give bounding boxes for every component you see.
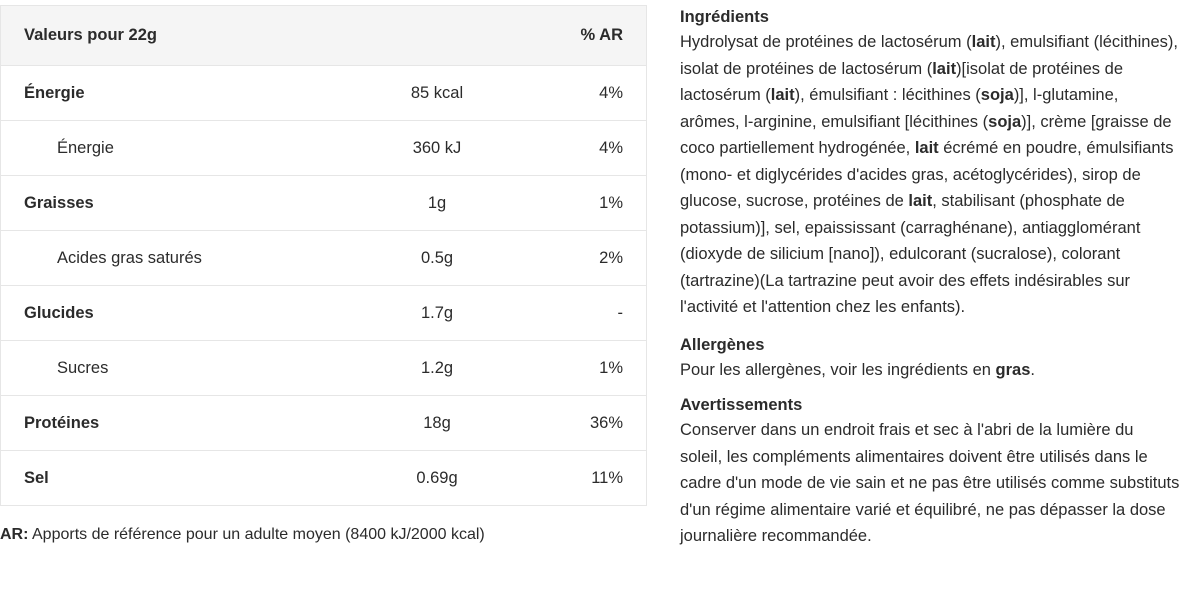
nutrient-name: Acides gras saturés [1, 231, 358, 286]
allergen-highlight: lait [971, 33, 996, 51]
table-row [1, 66, 647, 121]
header-value [357, 6, 517, 66]
header-serving: Valeurs pour 22g [1, 6, 358, 66]
table-row [1, 396, 647, 451]
text-segment: Hydrolysat de protéines de lactosérum ( [680, 33, 972, 51]
nutrient-value: 1.2g [357, 341, 517, 396]
nutrient-value: 18g [357, 396, 517, 451]
text-segment: )[isolat de protéines de lactosérum ( [680, 59, 1123, 104]
text-segment: )], crème [graisse de coco partiellement hydrogénée, [680, 112, 1172, 157]
nutrient-ar: 1% [517, 176, 647, 231]
nutrient-name: Graisses [1, 176, 358, 231]
nutrient-name: Protéines [1, 396, 358, 451]
header-ar: % AR [517, 6, 647, 66]
allergen-highlight: lait [932, 59, 957, 78]
warnings-section [680, 393, 1180, 550]
ar-footnote-prefix: AR: [0, 526, 29, 543]
text-segment: . [1030, 360, 1035, 379]
nutrient-ar: 36% [517, 396, 647, 451]
ingredients-section [680, 5, 1180, 321]
text-segment: Pour les allergènes, voir les ingrédients en [680, 360, 996, 379]
table-row [1, 176, 647, 231]
allergen-highlight: lait [908, 192, 933, 210]
nutrient-value: 360 kJ [357, 121, 517, 176]
text-segment: ), émulsifiant : lécithines ( [794, 86, 981, 104]
table-body [1, 66, 647, 506]
ar-footnote [0, 526, 648, 544]
allergens-title: Allergènes [680, 335, 765, 354]
table-row [1, 341, 647, 396]
table-row [1, 451, 647, 506]
text-segment: )], l-glutamine, arômes, l-arginine, emulsifiant [lécithines ( [680, 86, 1119, 131]
allergen-highlight: soja [980, 86, 1014, 104]
nutrient-ar: - [517, 286, 647, 341]
ar-footnote-text: Apports de référence pour un adulte moyen (8400 kJ/2000 kcal) [28, 526, 485, 543]
allergen-highlight: lait [914, 139, 939, 157]
ingredients-title: Ingrédients [680, 8, 769, 26]
nutrient-name: Énergie [1, 66, 358, 121]
nutrient-ar: 2% [517, 231, 647, 286]
nutrient-name: Sucres [1, 341, 358, 396]
allergen-highlight: lait [770, 86, 795, 104]
nutrient-value: 1g [357, 176, 517, 231]
nutrient-ar: 11% [517, 451, 647, 506]
table-row [1, 231, 647, 286]
allergen-highlight: soja [988, 112, 1022, 131]
nutrient-value: 85 kcal [357, 66, 517, 121]
ingredients-text [680, 29, 1180, 321]
nutrition-panel [0, 5, 648, 544]
allergens-text [680, 357, 1180, 384]
table-row [1, 286, 647, 341]
text-segment: écrémé en poudre, émulsifiants (mono- et diglycérides d'acides gras, acétoglycérides), sirop de glucose, sucrose, protéines de [680, 139, 1174, 210]
table-row [1, 121, 647, 176]
warnings-text: Conserver dans un endroit frais et sec à l'abri de la lumière du soleil, les compléments alimentaires doivent être utilisés dans le cadre d'un mode de vie sain et ne pas être utilisés comme substituts d'un régime alimentaire varié et équilibré, ne pas dépasser la dose journalière recommandée. [680, 421, 1180, 545]
nutrient-value: 0.69g [357, 451, 517, 506]
nutrient-name: Glucides [1, 286, 358, 341]
product-info [680, 5, 1180, 550]
nutrient-ar: 4% [517, 121, 647, 176]
nutrition-table [0, 5, 647, 506]
text-segment: , stabilisant (phosphate de potassium)], sel, epaississant (carraghénane), antiagglomérant (dioxyde de silicium [nano]), edulcorant (sucralose), colorant (tartrazine)(La tartrazine peut avoir des effets indésirables sur l'activité et l'attention chez les enfants). [680, 192, 1141, 316]
nutrient-value: 1.7g [357, 286, 517, 341]
nutrient-value: 0.5g [357, 231, 517, 286]
nutrient-ar: 1% [517, 341, 647, 396]
text-segment: ), emulsifiant (lécithines), isolat de protéines de lactosérum ( [680, 33, 1178, 78]
nutrient-name: Sel [1, 451, 358, 506]
nutrient-name: Énergie [1, 121, 358, 176]
allergen-highlight: gras [995, 360, 1031, 379]
warnings-title: Avertissements [680, 396, 803, 414]
table-header-row [1, 6, 647, 66]
allergens-section [680, 333, 1180, 384]
nutrient-ar: 4% [517, 66, 647, 121]
